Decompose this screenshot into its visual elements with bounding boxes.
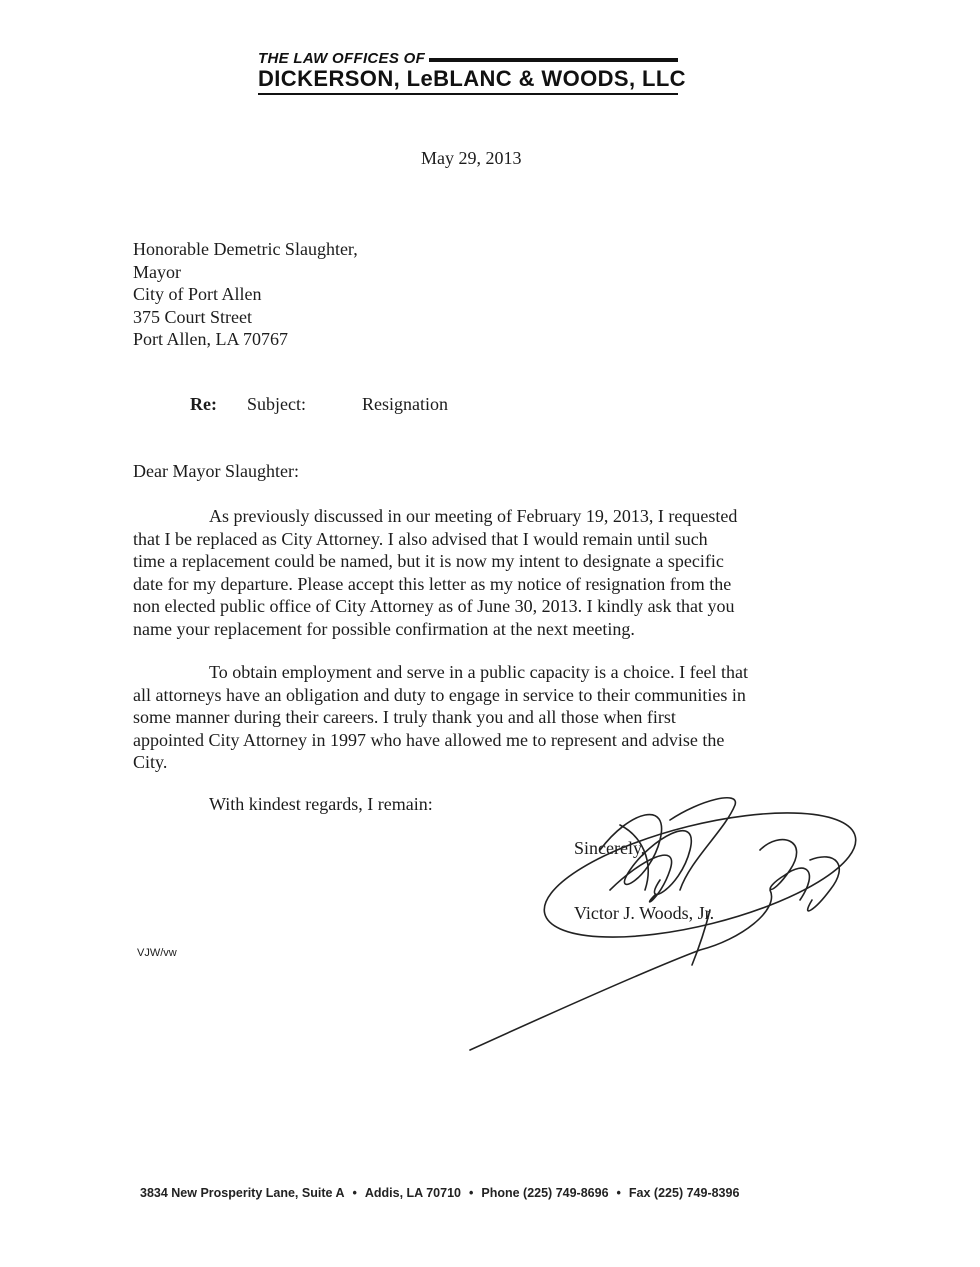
firm-name: DICKERSON, LeBLANC & WOODS, LLC: [258, 66, 686, 91]
closing: With kindest regards, I remain:: [209, 794, 433, 814]
letterhead: [258, 50, 686, 95]
typist-initials: VJW/vw: [137, 947, 177, 959]
paragraph-line: City.: [133, 752, 168, 772]
signoff: Sincerely,: [574, 838, 646, 858]
paragraph-line: As previously discussed in our meeting of February 19, 2013, I requested: [209, 506, 738, 526]
letter-date: May 29, 2013: [421, 148, 522, 168]
subject-label: Subject:: [247, 394, 306, 414]
footer-address: 3834 New Prosperity Lane, Suite A: [140, 1186, 345, 1200]
recipient-address: [133, 238, 358, 351]
paragraph-line: date for my departure. Please accept this letter as my notice of resignation from the: [133, 573, 732, 594]
subject-value: Resignation: [362, 394, 448, 414]
letterhead-underline: [258, 93, 678, 95]
recipient-name: Honorable Demetric Slaughter,: [133, 239, 358, 259]
handwritten-signature: [440, 780, 880, 1070]
footer-separator: •: [616, 1186, 621, 1200]
re-label: Re:: [190, 394, 217, 414]
body-paragraph-1: [133, 505, 737, 640]
footer-city: Addis, LA 70710: [364, 1186, 461, 1200]
paragraph-line: time a replacement could be named, but it is now my intent to designate a specific: [133, 551, 724, 571]
footer-phone: Phone (225) 749-8696: [481, 1186, 609, 1200]
letterhead-prefix: THE LAW OFFICES OF: [258, 50, 426, 67]
body-paragraph-2: [133, 661, 748, 774]
signer-name: Victor J. Woods, Jr.: [574, 903, 715, 923]
paragraph-line: some manner during their careers. I truly thank you and all those when first: [133, 707, 676, 727]
letterhead-footer: [140, 1186, 820, 1200]
paragraph-line: non elected public office of City Attorney as of June 30, 2013. I kindly ask that you: [133, 596, 735, 616]
paragraph-line: all attorneys have an obligation and duty to engage in service to their communities in: [133, 684, 746, 705]
footer-separator: •: [468, 1186, 474, 1200]
paragraph-line: To obtain employment and serve in a public capacity is a choice. I feel that: [209, 662, 749, 682]
recipient-title: Mayor: [133, 261, 181, 282]
paragraph-line: that I be replaced as City Attorney. I also advised that I would remain until such: [133, 528, 708, 549]
recipient-organization: City of Port Allen: [133, 284, 262, 304]
letterhead-rule: [429, 58, 678, 62]
recipient-street: 375 Court Street: [133, 306, 252, 327]
salutation: Dear Mayor Slaughter:: [133, 461, 299, 481]
footer-fax: Fax (225) 749-8396: [628, 1186, 740, 1200]
paragraph-line: name your replacement for possible confirmation at the next meeting.: [133, 618, 635, 639]
footer-separator: •: [352, 1186, 357, 1200]
paragraph-line: appointed City Attorney in 1997 who have allowed me to represent and advise the: [133, 729, 725, 750]
recipient-city: Port Allen, LA 70767: [133, 329, 289, 349]
